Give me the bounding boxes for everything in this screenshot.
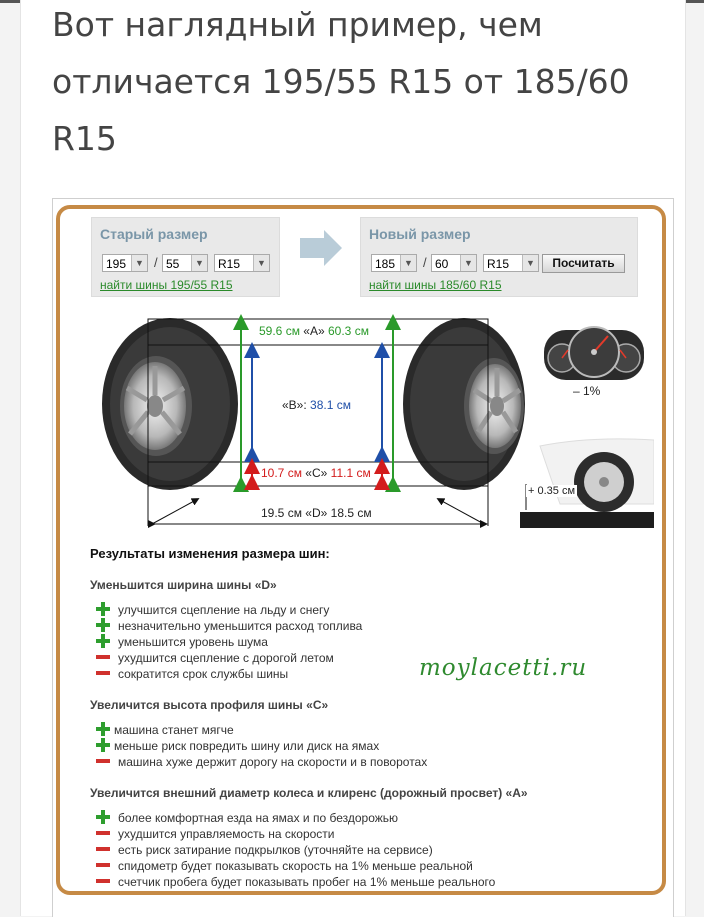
old-size-title: Старый размер: [100, 226, 208, 242]
new-width-value: 185: [375, 257, 396, 271]
list-item-text: ухудшится управляемость на скорости: [118, 827, 335, 841]
group-profile-title: Увеличится высота профиля шины «C»: [90, 698, 329, 712]
find-new-tires-link[interactable]: найти шины 185/60 R15: [369, 278, 502, 292]
list-item: [96, 842, 433, 858]
list-item-text: улучшится сцепление на льду и снегу: [118, 603, 330, 617]
chevron-down-icon: ▼: [191, 255, 207, 271]
list-item: [96, 810, 398, 826]
new-profile-value: 60: [435, 257, 449, 271]
speedometer-icon: [544, 322, 644, 380]
list-item-text: незначительно уменьшится расход топлива: [118, 619, 363, 633]
list-item: [96, 738, 379, 754]
dim-b-value: 38.1 см: [310, 398, 351, 412]
list-item-text: сократится срок службы шины: [118, 667, 289, 681]
list-item: [96, 874, 495, 890]
dim-a-label: [259, 324, 369, 338]
group-width-title: Уменьшится ширина шины «D»: [90, 578, 277, 592]
list-item-text: более комфортная езда на ямах и по бездорожью: [118, 811, 399, 825]
list-item: [96, 602, 329, 618]
minus-icon: [96, 874, 110, 888]
list-item: [96, 666, 288, 682]
plus-icon: [96, 738, 110, 752]
list-item: [96, 722, 234, 738]
results-title: Результаты изменения размера шин:: [90, 546, 330, 561]
list-item-text: уменьшится уровень шума: [118, 635, 268, 649]
plus-icon: [96, 634, 110, 648]
dim-c-old: 10.7 см: [261, 466, 302, 480]
clearance-change: + 0.35 см: [528, 485, 576, 497]
dim-c-new: 11.1 см: [330, 466, 371, 480]
chevron-down-icon: ▼: [400, 255, 416, 271]
old-profile-value: 55: [166, 257, 180, 271]
dim-a-old: 59.6 см: [259, 324, 300, 338]
dim-d-old: 19.5 см: [261, 506, 302, 520]
minus-icon: [96, 842, 110, 856]
list-item: [96, 650, 334, 666]
plus-icon: [96, 810, 110, 824]
size-separator: /: [423, 255, 427, 270]
speedometer-change: – 1%: [573, 384, 601, 398]
dim-b-label: [282, 398, 351, 412]
chevron-down-icon: ▼: [522, 255, 538, 271]
calculate-button[interactable]: Посчитать: [542, 254, 625, 273]
dim-c-name: «C»: [305, 466, 328, 480]
dim-a-new: 60.3 см: [328, 324, 369, 338]
dim-d-name: «D»: [305, 506, 328, 520]
minus-icon: [96, 666, 110, 680]
minus-icon: [96, 650, 110, 664]
plus-icon: [96, 602, 110, 616]
list-item: [96, 634, 268, 650]
list-item-text: ухудшится сцепление с дорогой летом: [118, 651, 334, 665]
plus-icon: [96, 722, 110, 736]
find-old-tires-link[interactable]: найти шины 195/55 R15: [100, 278, 233, 292]
plus-icon: [96, 618, 110, 632]
chevron-down-icon: ▼: [460, 255, 476, 271]
watermark-text: moylacetti.ru: [419, 655, 588, 681]
list-item: [96, 618, 362, 634]
article-heading: Вот наглядный пример, чем отличается 195/55 R15 от 185/60 R15: [52, 5, 630, 158]
old-rim-value: R15: [218, 257, 241, 271]
list-item-text: спидометр будет показывать скорость на 1% меньше реальной: [118, 859, 473, 873]
size-separator: /: [154, 255, 158, 270]
chevron-down-icon: ▼: [253, 255, 269, 271]
list-item-text: меньше риск повредить шину или диск на ямах: [114, 739, 380, 753]
minus-icon: [96, 826, 110, 840]
dim-b-name: «B»:: [282, 398, 307, 412]
new-size-title: Новый размер: [369, 226, 471, 242]
dim-d-label: [261, 506, 372, 520]
dim-a-name: «A»: [303, 324, 325, 338]
list-item: [96, 858, 473, 874]
list-item-text: машина станет мягче: [114, 723, 234, 737]
dim-d-new: 18.5 см: [330, 506, 372, 520]
minus-icon: [96, 858, 110, 872]
list-item: [96, 754, 427, 770]
old-width-value: 195: [106, 257, 127, 271]
list-item-text: машина хуже держит дорогу на скорости и в поворотах: [118, 755, 428, 769]
car-wheel-icon: [520, 436, 654, 528]
list-item-text: есть риск затирание подкрылков (уточняйте на сервисе): [118, 843, 433, 857]
list-item-text: счетчик пробега будет показывать пробег на 1% меньше реального: [118, 875, 496, 889]
list-item: [96, 826, 335, 842]
minus-icon: [96, 754, 110, 768]
dim-c-label: [261, 466, 371, 480]
group-diameter-title: Увеличится внешний диаметр колеса и клиренс (дорожный просвет) «A»: [90, 786, 528, 800]
new-rim-value: R15: [487, 257, 510, 271]
chevron-down-icon: ▼: [131, 255, 147, 271]
